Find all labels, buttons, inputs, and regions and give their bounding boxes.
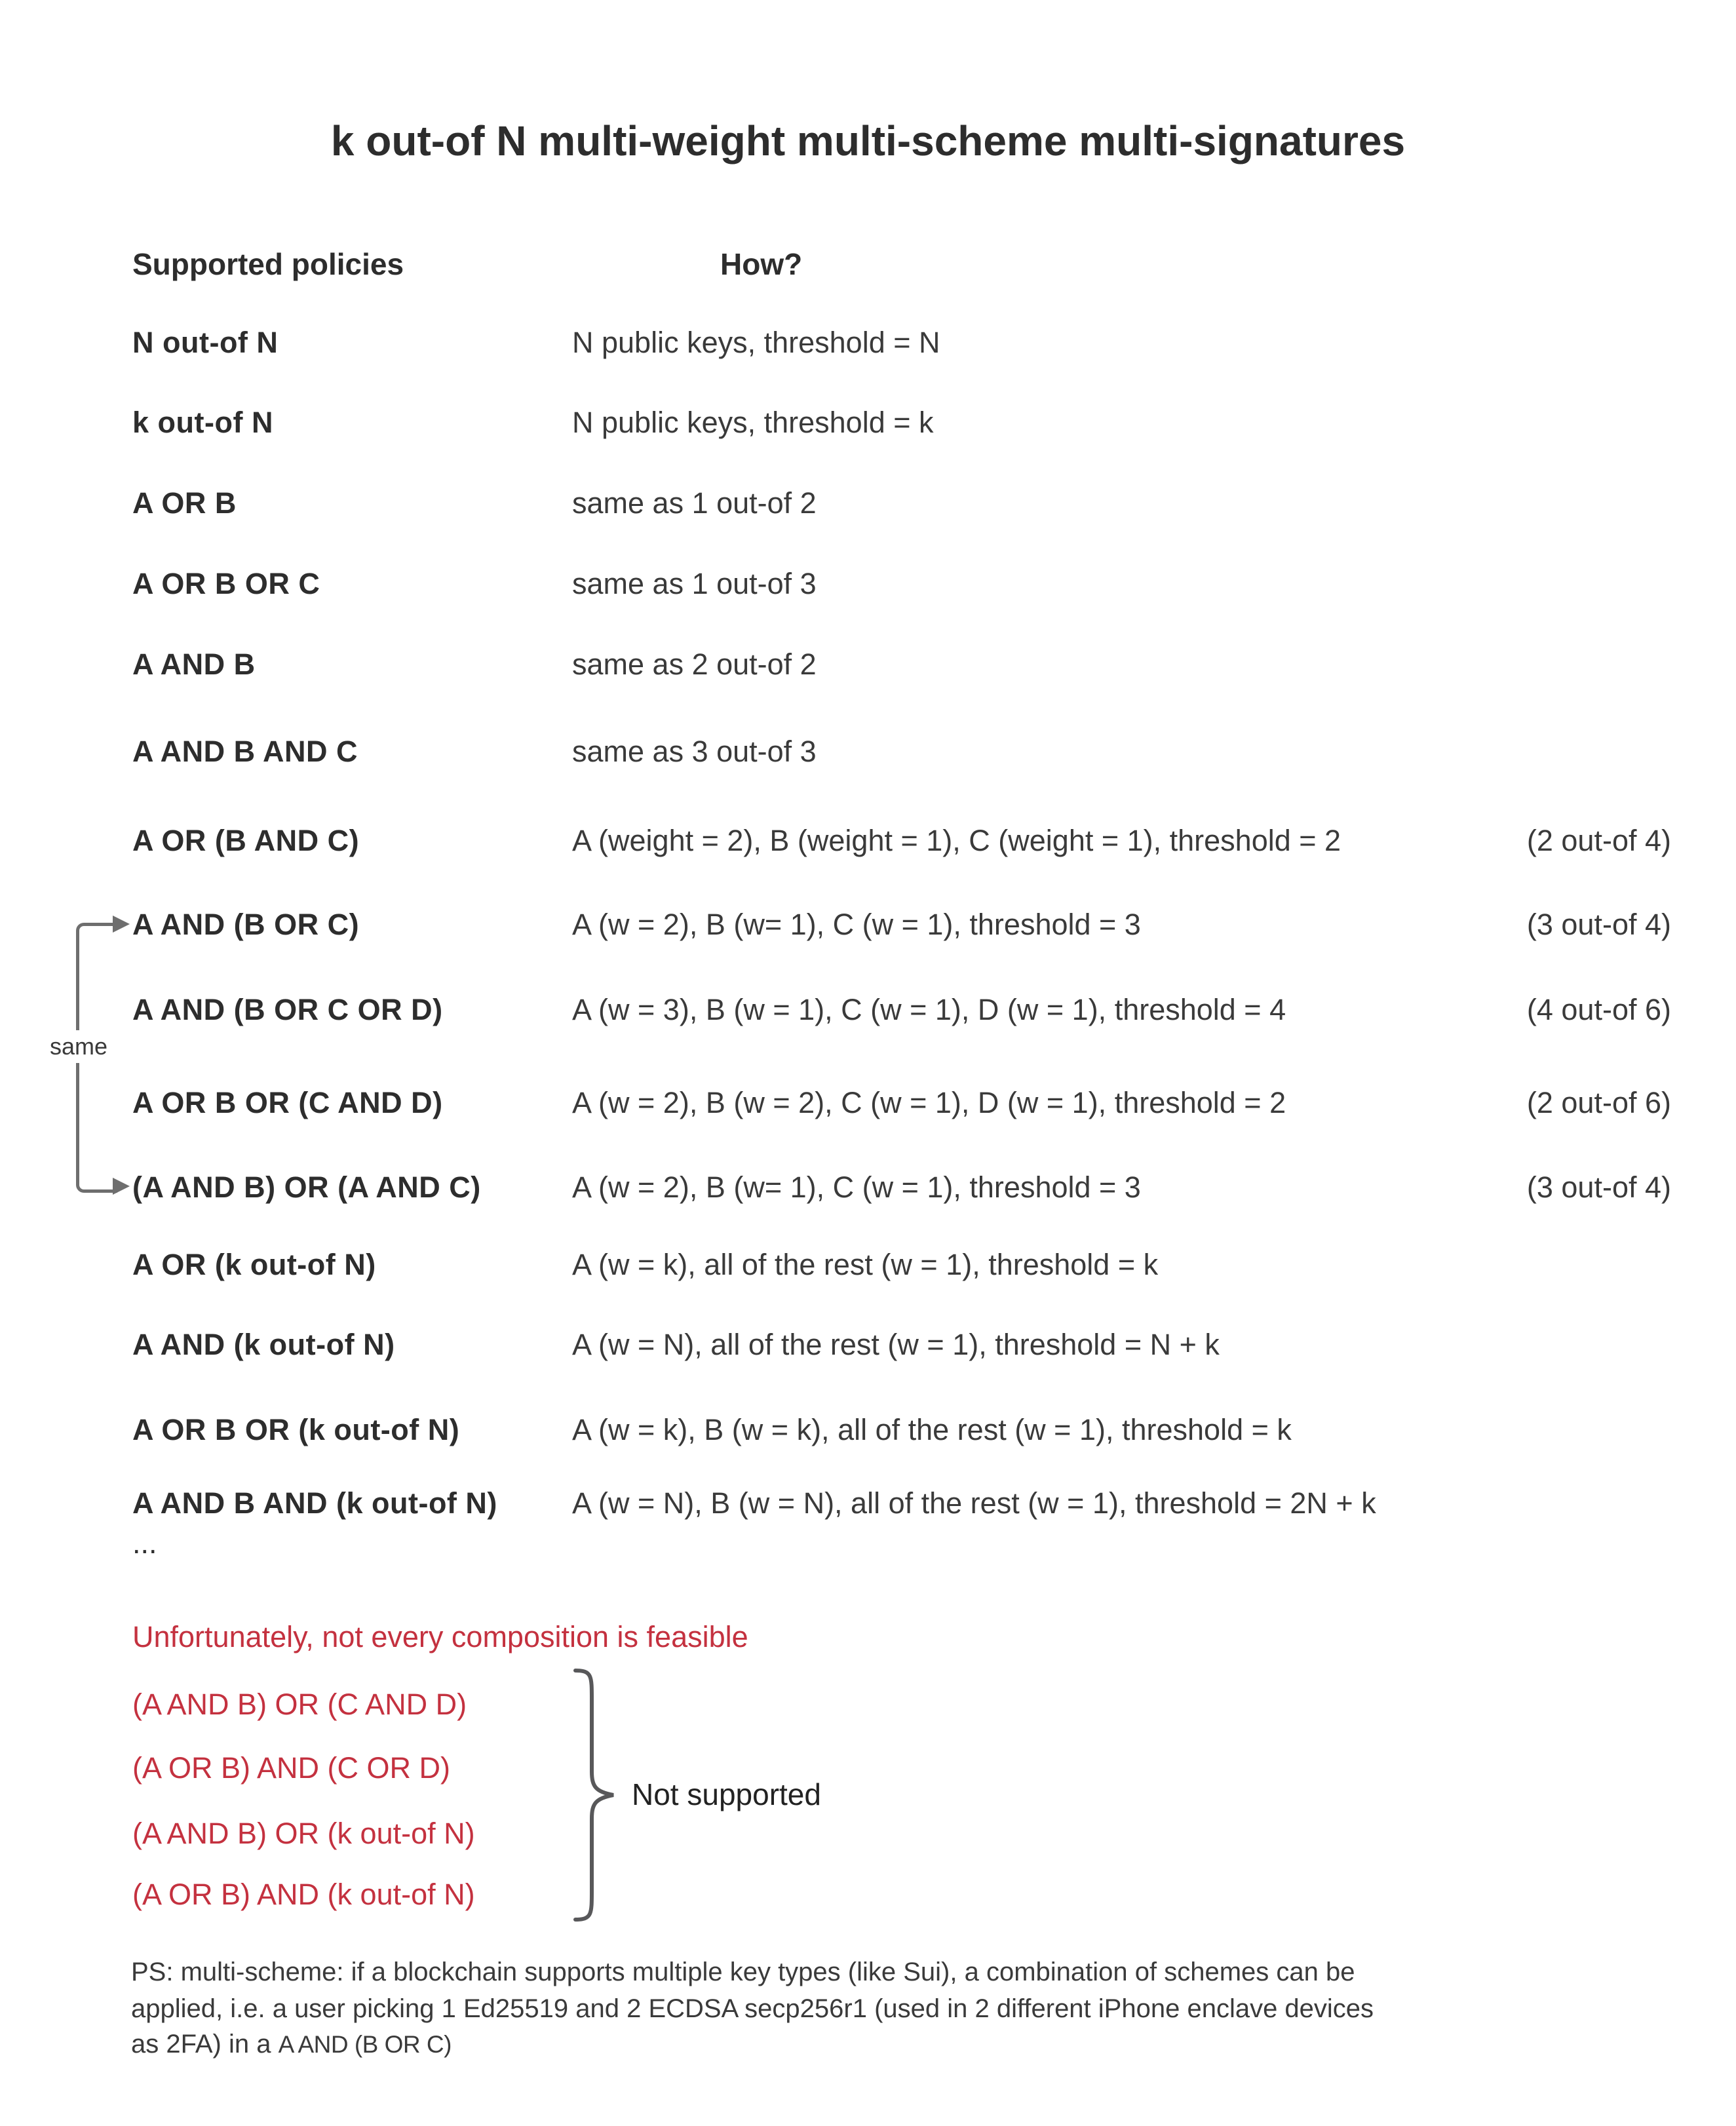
table-row [0, 1412, 1736, 1448]
policy-label: A OR B OR (C AND D) [132, 1086, 443, 1119]
how-text: A (w = 2), B (w = 2), C (w = 1), D (w = 1), threshold = 2 [572, 1086, 1286, 1119]
equivalence-note: (2 out-of 4) [1526, 824, 1671, 857]
ps-note-line [131, 2026, 452, 2062]
how-text: A (w = N), all of the rest (w = 1), threshold = N + k [572, 1328, 1220, 1361]
how-text: N public keys, threshold = k [572, 406, 934, 439]
policy-label: A AND B AND C [132, 735, 358, 768]
table-row [0, 646, 1736, 683]
policy-label: N out-of N [132, 326, 279, 359]
policy-label: A OR B [132, 486, 237, 520]
infeasible-item: (A OR B) AND (k out-of N) [132, 1878, 475, 1911]
policy-label: A OR B OR (k out-of N) [132, 1413, 460, 1446]
equivalence-note: (2 out-of 6) [1526, 1086, 1671, 1119]
column-header-supported-policies: Supported policies [132, 247, 404, 281]
policy-label: A AND B AND (k out-of N) [132, 1486, 497, 1520]
ps-policy-expression: A AND (B OR C) [278, 2031, 452, 2058]
infeasible-item: (A AND B) OR (C AND D) [132, 1688, 467, 1721]
policy-label: A OR (k out-of N) [132, 1248, 376, 1281]
ps-note-text: as 2FA) in a [131, 2030, 279, 2058]
policy-label: k out-of N [132, 406, 273, 439]
ps-note-line: applied, i.e. a user picking 1 Ed25519 and 2 ECDSA secp256r1 (used in 2 different iPhone enclave devices [131, 1994, 1374, 2023]
table-row [0, 906, 1736, 943]
policy-label: A AND (k out-of N) [132, 1328, 395, 1361]
table-row [0, 1085, 1736, 1121]
policy-label: A AND (B OR C OR D) [132, 993, 443, 1026]
infeasible-heading: Unfortunately, not every composition is feasible [132, 1620, 748, 1653]
table-row [0, 1326, 1736, 1363]
policy-label: A OR (B AND C) [132, 824, 360, 857]
table-row [0, 1485, 1736, 1522]
how-text: A (w = 2), B (w= 1), C (w = 1), threshold = 3 [572, 908, 1141, 941]
infeasible-item: (A AND B) OR (k out-of N) [132, 1817, 475, 1850]
arrow-right-icon [113, 1178, 130, 1195]
how-text: A (w = 3), B (w = 1), C (w = 1), D (w = 1), threshold = 4 [572, 993, 1286, 1026]
table-row [0, 485, 1736, 522]
how-text: A (w = N), B (w = N), all of the rest (w = 1), threshold = 2N + k [572, 1486, 1376, 1520]
column-header-how: How? [720, 247, 803, 281]
table-row [0, 566, 1736, 602]
how-text: same as 3 out-of 3 [572, 735, 817, 768]
table-row [0, 1169, 1736, 1206]
arrow-right-icon [113, 916, 130, 933]
how-text: A (weight = 2), B (weight = 1), C (weight = 1), threshold = 2 [572, 824, 1341, 857]
how-text: N public keys, threshold = N [572, 326, 940, 359]
policy-label: A AND B [132, 647, 256, 681]
table-row [0, 992, 1736, 1028]
table-row [0, 324, 1736, 361]
same-label: same [46, 1030, 111, 1063]
curly-brace-icon [571, 1668, 619, 1922]
infeasible-item: (A OR B) AND (C OR D) [132, 1751, 451, 1785]
policy-label: A OR B OR C [132, 567, 320, 600]
policy-label: (A AND B) OR (A AND C) [132, 1170, 481, 1204]
table-row [0, 822, 1736, 859]
page-title: k out-of N multi-weight multi-scheme multi-signatures [330, 117, 1406, 164]
not-supported-label: Not supported [632, 1777, 821, 1811]
how-text: A (w = 2), B (w= 1), C (w = 1), threshold = 3 [572, 1170, 1141, 1204]
ellipsis-text: ... [132, 1526, 157, 1560]
equivalence-note: (3 out-of 4) [1526, 1170, 1671, 1204]
table-row [0, 404, 1736, 441]
table-row [0, 733, 1736, 770]
policy-label: A AND (B OR C) [132, 908, 360, 941]
ps-note-line: PS: multi-scheme: if a blockchain supports multiple key types (like Sui), a combination of schemes can be [131, 1958, 1355, 1986]
table-row [0, 1247, 1736, 1283]
how-text: same as 1 out-of 3 [572, 567, 817, 600]
how-text: same as 2 out-of 2 [572, 647, 817, 681]
how-text: A (w = k), all of the rest (w = 1), threshold = k [572, 1248, 1159, 1281]
equivalence-note: (4 out-of 6) [1526, 993, 1671, 1026]
equivalence-note: (3 out-of 4) [1526, 908, 1671, 941]
how-text: same as 1 out-of 2 [572, 486, 817, 520]
how-text: A (w = k), B (w = k), all of the rest (w = 1), threshold = k [572, 1413, 1292, 1446]
